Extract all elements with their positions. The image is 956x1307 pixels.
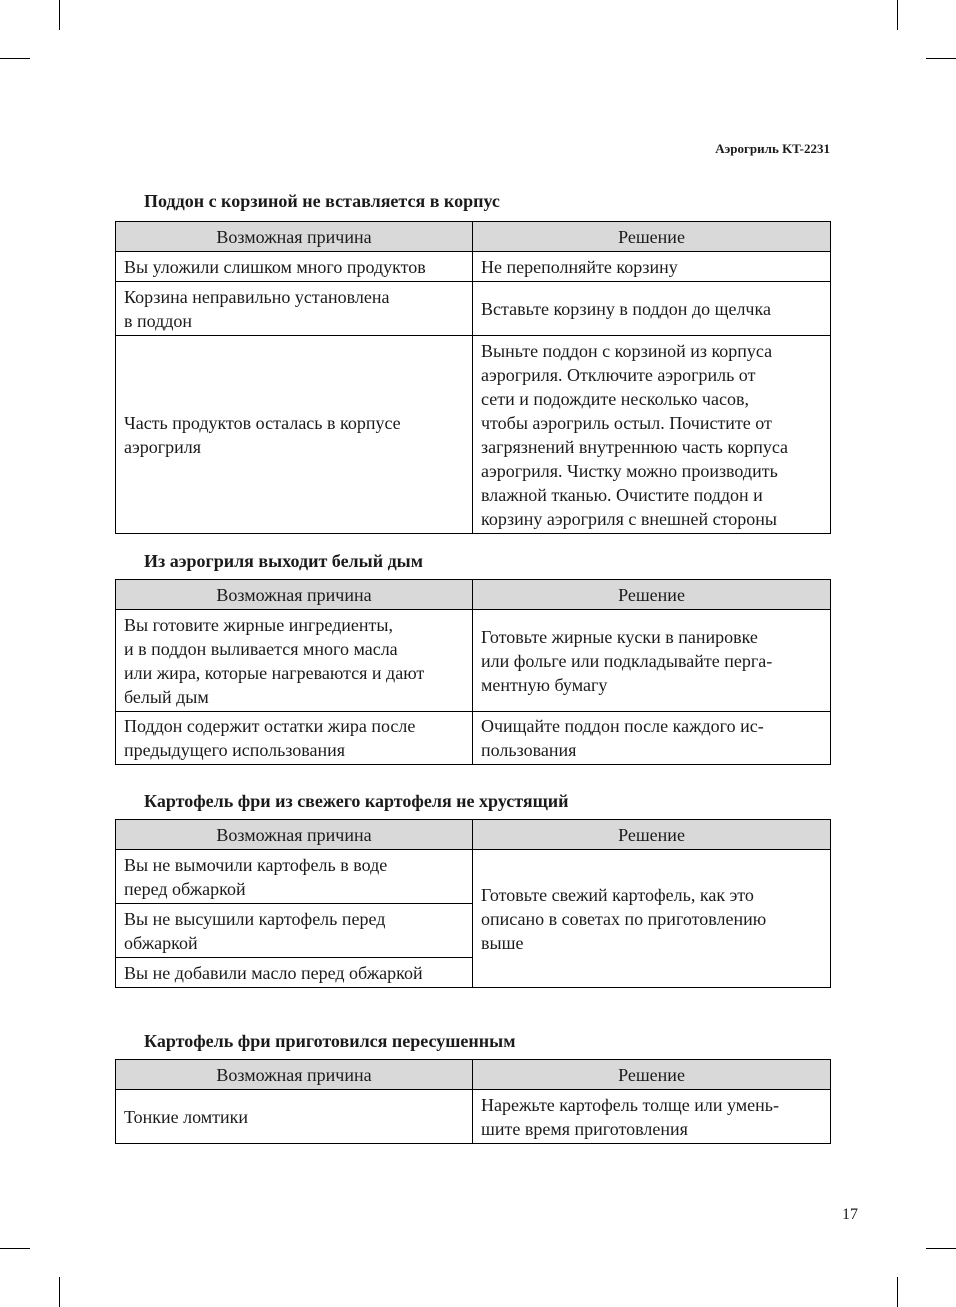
page-number: 17: [842, 1206, 858, 1223]
solution-cell: Нарежьте картофель толще или умень- шите время приготовления: [473, 1090, 831, 1144]
cause-cell: Тонкие ломтики: [116, 1090, 473, 1144]
solution-cell: Готовьте свежий картофель, как это описано в советах по приготовлению выше: [473, 850, 831, 988]
troubleshooting-table: [115, 1059, 831, 1144]
crop-mark: [59, 0, 60, 30]
solution-cell: Очищайте поддон после каждого ис- пользования: [473, 712, 831, 765]
cause-cell: Часть продуктов осталась в корпусе аэрогриля: [116, 336, 473, 534]
solution-cell: Выньте поддон с корзиной из корпуса аэрогриля. Отключите аэрогриль от сети и подождите несколько часов, чтобы аэрогриль остыл. Почистите от загрязнений внутреннюю часть корпуса аэрогриля. Чистку можно производить влажной тканью. Очистите поддон и корзину аэрогриля с внешней стороны: [473, 336, 831, 534]
section-title: Картофель фри из свежего картофеля не хрустящий: [144, 791, 569, 811]
column-header-solution: Решение: [473, 580, 831, 610]
cause-cell: Вы не высушили картофель перед обжаркой: [116, 904, 473, 958]
table-header-row: [116, 1060, 831, 1090]
troubleshooting-table: [115, 579, 831, 765]
column-header-cause: Возможная причина: [116, 1060, 473, 1090]
crop-mark: [926, 58, 956, 59]
crop-mark: [0, 58, 30, 59]
cause-cell: Вы уложили слишком много продуктов: [116, 252, 473, 282]
section-title: Поддон с корзиной не вставляется в корпус: [144, 191, 500, 211]
troubleshooting-table: [115, 819, 831, 988]
section-title: Из аэрогриля выходит белый дым: [144, 551, 423, 571]
crop-mark: [926, 1248, 956, 1249]
table-row: [116, 850, 831, 904]
column-header-solution: Решение: [473, 1060, 831, 1090]
cause-cell: Поддон содержит остатки жира после предыдущего использования: [116, 712, 473, 765]
table-row: [116, 610, 831, 712]
table-header-row: [116, 222, 831, 252]
cause-cell: Корзина неправильно установлена в поддон: [116, 282, 473, 336]
column-header-solution: Решение: [473, 820, 831, 850]
troubleshooting-table: [115, 221, 831, 534]
crop-mark: [59, 1277, 60, 1307]
table-row: [116, 252, 831, 282]
table-row: [116, 336, 831, 534]
cause-cell: Вы не добавили масло перед обжаркой: [116, 958, 473, 988]
table-row: [116, 1090, 831, 1144]
column-header-cause: Возможная причина: [116, 820, 473, 850]
crop-mark: [897, 0, 898, 30]
solution-cell: Готовьте жирные куски в панировке или фольге или подкладывайте перга- ментную бумагу: [473, 610, 831, 712]
cause-cell: Вы готовите жирные ингредиенты, и в поддон выливается много масла или жира, которые нагреваются и дают белый дым: [116, 610, 473, 712]
cause-cell: Вы не вымочили картофель в воде перед обжаркой: [116, 850, 473, 904]
running-header: Аэрогриль KT-2231: [715, 141, 830, 156]
table-header-row: [116, 580, 831, 610]
solution-cell: Вставьте корзину в поддон до щелчка: [473, 282, 831, 336]
section-title: Картофель фри приготовился пересушенным: [144, 1031, 516, 1051]
table-row: [116, 282, 831, 336]
table-row: [116, 712, 831, 765]
crop-mark: [0, 1248, 30, 1249]
column-header-solution: Решение: [473, 222, 831, 252]
column-header-cause: Возможная причина: [116, 222, 473, 252]
solution-cell: Не переполняйте корзину: [473, 252, 831, 282]
table-header-row: [116, 820, 831, 850]
crop-mark: [897, 1277, 898, 1307]
column-header-cause: Возможная причина: [116, 580, 473, 610]
